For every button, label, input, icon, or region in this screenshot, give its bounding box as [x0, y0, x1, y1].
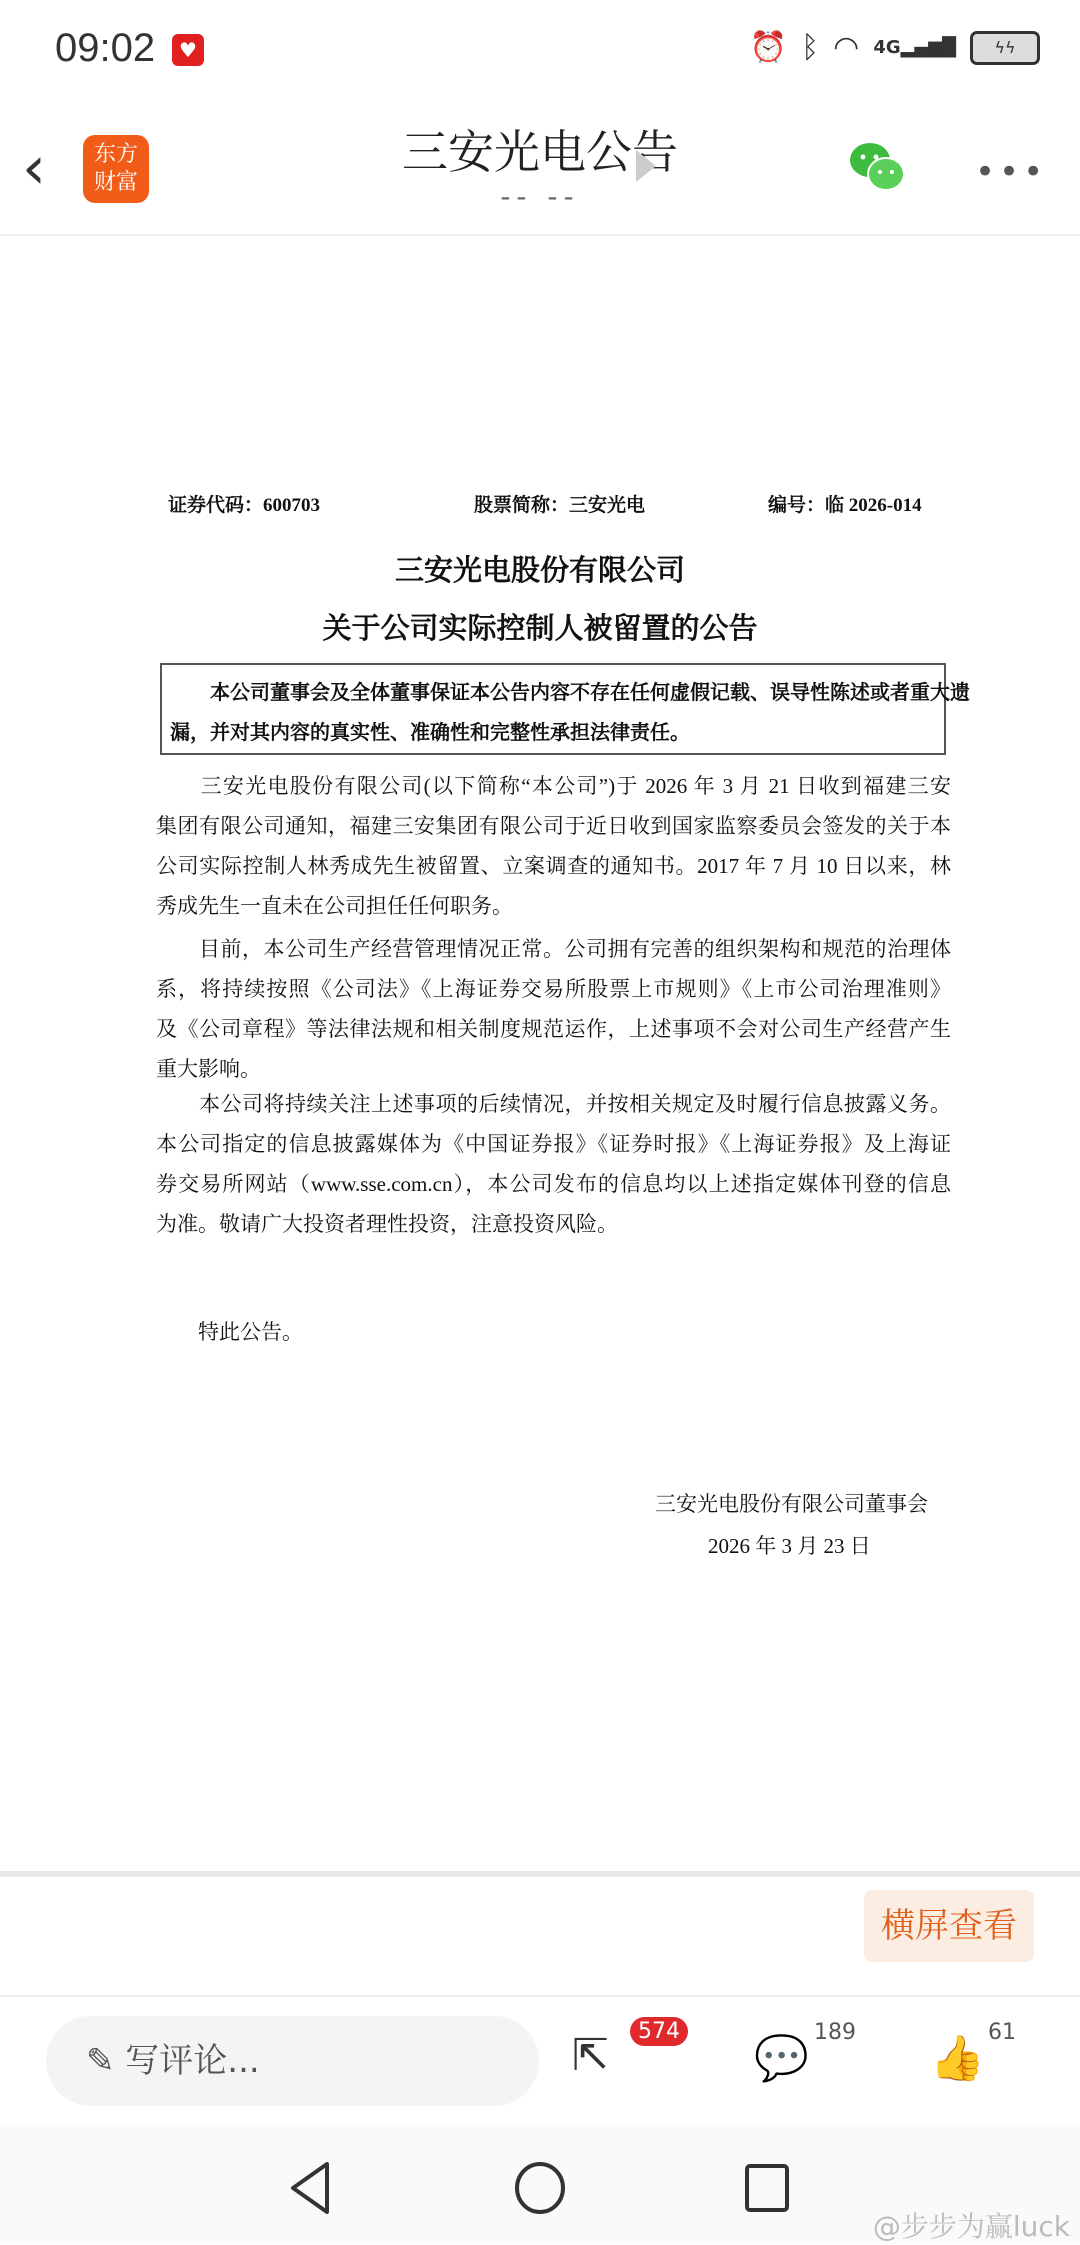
- wechat-share-icon[interactable]: [848, 140, 908, 194]
- comment-icon: 💬: [754, 2033, 809, 2084]
- body-line: 重大影响。: [156, 1057, 261, 1081]
- page-subtitle: -- --: [500, 180, 580, 213]
- stock-short-name: 股票简称：三安光电: [474, 495, 646, 516]
- body-line: 目前，本公司生产经营管理情况正常。公司拥有完善的组织架构和规范的治理体: [156, 937, 951, 961]
- bluetooth-icon: ᛒ: [801, 30, 820, 65]
- pencil-icon: ✎: [86, 2041, 126, 2081]
- back-button[interactable]: ‹: [22, 133, 46, 203]
- app-notification-icon: ♥: [172, 34, 204, 66]
- divider: [0, 1871, 1080, 1877]
- security-code: 证券代码：600703: [168, 495, 321, 516]
- comment-button[interactable]: [754, 2032, 809, 2084]
- comment-input[interactable]: ✎ 写评论...: [46, 2016, 539, 2106]
- wifi-icon: ◠: [833, 30, 860, 65]
- expand-arrow-icon[interactable]: [636, 150, 656, 182]
- status-bar: [0, 0, 1080, 100]
- body-line: 及《公司章程》等法律法规和相关制度规范运作，上述事项不会对公司生产经营产生: [156, 1017, 951, 1041]
- more-options-button[interactable]: •••: [975, 152, 1048, 192]
- like-button[interactable]: [930, 2032, 985, 2084]
- page-title: 三安光电公告: [402, 125, 678, 179]
- alarm-icon: ⏰: [749, 30, 788, 65]
- share-button[interactable]: [572, 2030, 609, 2081]
- nav-back-icon[interactable]: [285, 2160, 335, 2216]
- status-time: 09:02: [55, 26, 156, 70]
- signature: 三安光电股份有限公司董事会: [655, 1492, 928, 1516]
- app-logo[interactable]: 东方 财富: [83, 135, 149, 203]
- like-count: 61: [988, 2020, 1016, 2045]
- signature-date: 2026 年 3 月 23 日: [708, 1534, 871, 1558]
- doc-title-subject: 关于公司实际控制人被留置的公告: [322, 613, 758, 645]
- watermark: @步步为赢luck: [872, 2210, 1070, 2243]
- signal-icon: 4G▂▄▆█: [873, 37, 956, 58]
- nav-home-icon[interactable]: [513, 2160, 567, 2216]
- body-line: 系，将持续按照《公司法》《上海证券交易所股票上市规则》《上市公司治理准则》: [156, 977, 951, 1001]
- body-line: 公司实际控制人林秀成先生被留置、立案调查的通知书。2017 年 7 月 10 日以来，林: [156, 854, 951, 878]
- body-line: 本公司将持续关注上述事项的后续情况，并按相关规定及时履行信息披露义务。: [156, 1092, 951, 1116]
- body-line: 集团有限公司通知，福建三安集团有限公司于近日收到国家监察委员会签发的关于本: [156, 814, 951, 838]
- thumbs-up-icon: 👍: [930, 2033, 985, 2084]
- disclaimer-box: 本公司董事会及全体董事保证本公告内容不存在任何虚假记载、误导性陈述或者重大遗 漏，并对其内容的真实性、准确性和完整性承担法律责任。: [160, 663, 946, 755]
- closing-line: 特此公告。: [156, 1320, 303, 1344]
- comment-count: 189: [814, 2020, 856, 2045]
- body-line: 券交易所网站（www.sse.com.cn），本公司发布的信息均以上述指定媒体刊登的信息: [156, 1172, 951, 1196]
- body-line: 秀成先生一直未在公司担任任何职务。: [156, 894, 513, 918]
- landscape-view-button[interactable]: 横屏查看: [864, 1890, 1034, 1962]
- share-icon: ⇱: [572, 2030, 609, 2081]
- divider: [0, 1995, 1080, 1997]
- announcement-number: 编号：临 2026-014: [768, 495, 922, 516]
- top-header: [0, 100, 1080, 236]
- share-count-badge: 574: [630, 2017, 688, 2046]
- battery-icon: ϟϟ: [970, 31, 1040, 65]
- nav-recents-icon[interactable]: [744, 2163, 792, 2213]
- body-line: 为准。敬请广大投资者理性投资，注意投资风险。: [156, 1212, 618, 1236]
- doc-title-company: 三安光电股份有限公司: [394, 555, 685, 587]
- body-line: 三安光电股份有限公司(以下简称“本公司”)于 2026 年 3 月 21 日收到福建三安: [156, 774, 951, 798]
- body-line: 本公司指定的信息披露媒体为《中国证券报》《证券时报》《上海证券报》及上海证: [156, 1132, 951, 1156]
